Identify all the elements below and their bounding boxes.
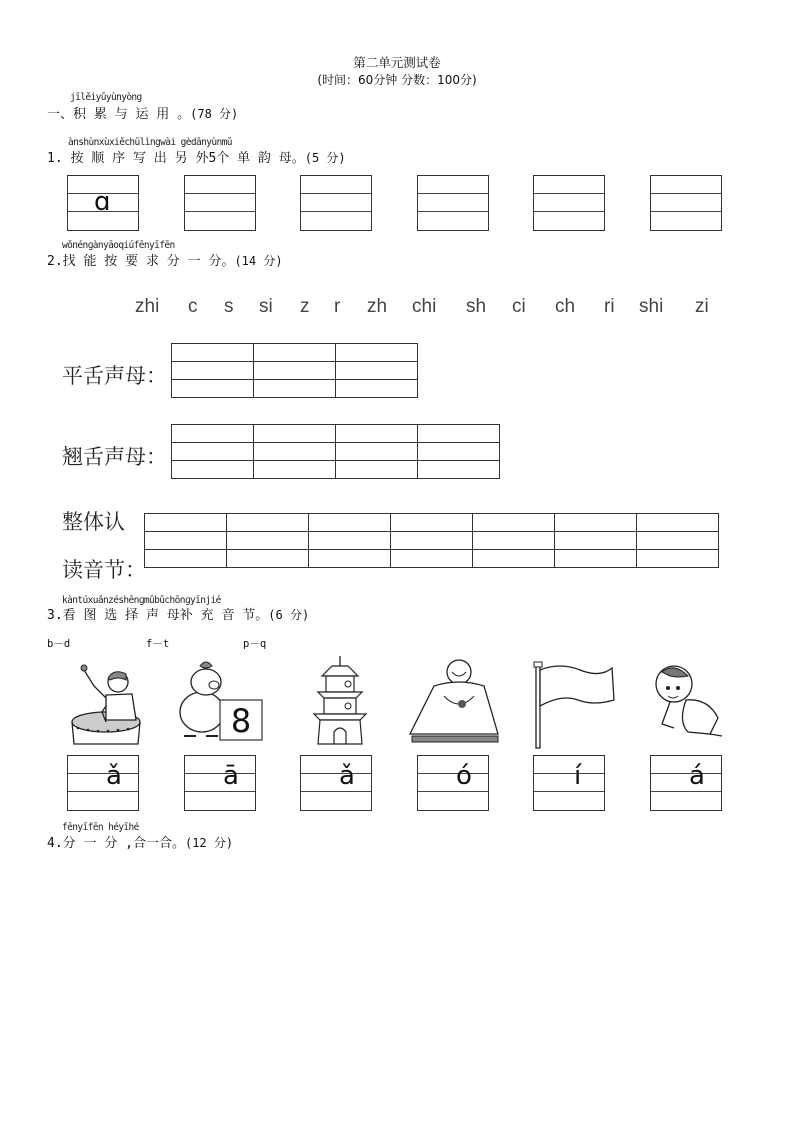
initial-item: ch <box>555 296 576 317</box>
initial-item: chi <box>412 296 437 317</box>
q4-label: 4.分 一 分 ,合一合。 <box>47 836 185 851</box>
guide-line <box>68 791 138 792</box>
initial-item: zh <box>367 296 388 317</box>
guide-line <box>68 773 138 774</box>
initial-item: si <box>259 296 273 317</box>
pig-number-text: 8 <box>230 702 252 740</box>
initial-item: ci <box>512 296 526 317</box>
q3-writing-box-4[interactable] <box>417 755 489 811</box>
guide-line <box>301 791 371 792</box>
q1-writing-box-3[interactable] <box>300 175 372 231</box>
q4-heading <box>47 832 233 851</box>
section1-score: (78 分) <box>190 107 239 121</box>
flag-icon <box>532 660 616 750</box>
q1-heading <box>47 147 346 166</box>
flat-tongue-label: 平舌声母： <box>62 364 167 388</box>
guide-line <box>651 791 721 792</box>
guide-line <box>185 211 255 212</box>
q3-pinyin: kàntúxuǎnzéshēnɡmǔbǔchōnɡyīnjié <box>62 595 221 606</box>
q3-box-glyph: ǎ <box>106 761 122 791</box>
boy-beating-drum-icon <box>66 660 146 748</box>
guide-line <box>185 193 255 194</box>
guide-line <box>418 773 488 774</box>
section1-heading <box>47 103 238 122</box>
guide-line <box>534 193 604 194</box>
initial-item: ri <box>604 296 615 317</box>
initial-item: s <box>224 296 234 317</box>
initial-item: z <box>300 296 310 317</box>
guide-line <box>534 791 604 792</box>
crawling-baby-icon <box>648 662 726 744</box>
q1-writing-box-5[interactable] <box>533 175 605 231</box>
initial-item: r <box>334 296 341 317</box>
q1-writing-box-1[interactable] <box>67 175 139 231</box>
guide-line <box>534 211 604 212</box>
q3-box-glyph: í <box>574 761 582 791</box>
q3-writing-box-5[interactable] <box>533 755 605 811</box>
guide-line <box>301 193 371 194</box>
q3-writing-box-1[interactable] <box>67 755 139 811</box>
q3-hint-f-t: f－t <box>146 638 170 650</box>
q2-score: (14 分) <box>234 254 283 268</box>
guide-line <box>651 211 721 212</box>
retroflex-label: 翘舌声母： <box>62 445 167 469</box>
q3-hint-b-d: b－d <box>47 638 71 650</box>
q3-box-glyph: á <box>689 761 705 791</box>
page-title: 第二单元测试卷 <box>353 55 441 70</box>
q2-heading <box>47 250 283 269</box>
q4-score: (12 分) <box>184 836 234 850</box>
q1-writing-box-2[interactable] <box>184 175 256 231</box>
q3-writing-box-6[interactable] <box>650 755 722 811</box>
q3-box-glyph: ó <box>456 761 472 791</box>
section1-label: 一、积 累 与 运 用 。 <box>47 107 191 122</box>
q2-label: 2.找 能 按 要 求 分 一 分。 <box>47 254 235 269</box>
whole-syllable-grid[interactable] <box>144 513 719 568</box>
q3-writing-box-3[interactable] <box>300 755 372 811</box>
guide-line <box>418 791 488 792</box>
retroflex-grid[interactable] <box>171 424 500 479</box>
guide-line <box>418 193 488 194</box>
pagoda-tower-icon <box>310 654 370 746</box>
initial-item: zhi <box>135 296 160 317</box>
q3-label: 3.看 图 选 择 声 母补 充 音 节。 <box>47 608 269 623</box>
q3-writing-box-2[interactable] <box>184 755 256 811</box>
whole-syllable-label-line1: 整体认 <box>62 510 125 534</box>
guide-line <box>301 773 371 774</box>
whole-syllable-label-line2: 读音节： <box>62 558 146 582</box>
q1-writing-box-4[interactable] <box>417 175 489 231</box>
q4-pinyin: fēnyīfēn héyīhé <box>62 822 139 833</box>
pig-with-number-eight-icon <box>172 660 264 742</box>
initial-item: zi <box>695 296 709 317</box>
initial-item: sh <box>466 296 487 317</box>
guide-line <box>301 211 371 212</box>
initial-item: shi <box>639 296 664 317</box>
q1-writing-box-6[interactable] <box>650 175 722 231</box>
q3-box-glyph: ā <box>223 761 239 791</box>
guide-line <box>418 211 488 212</box>
guide-line <box>185 773 255 774</box>
q1-score: (5 分) <box>304 151 346 165</box>
flat-tongue-grid[interactable] <box>171 343 418 398</box>
q3-box-glyph: ǎ <box>339 761 355 791</box>
guide-line <box>534 773 604 774</box>
q2-pinyin: wǒnénɡànyāoqiúfēnyīfēn <box>62 240 175 251</box>
laughing-buddha-statue-icon <box>404 656 504 746</box>
guide-line <box>651 773 721 774</box>
guide-line <box>651 193 721 194</box>
q3-heading <box>47 604 309 623</box>
page-subtitle: (时间：60分钟 分数：100分) <box>317 73 477 87</box>
section1-pinyin: jīlěiyǔyùnyòng <box>70 92 142 103</box>
q3-score: (6 分) <box>268 608 310 622</box>
q3-hint-p-q: p－q <box>243 638 267 650</box>
guide-line <box>185 791 255 792</box>
q2-initials-list <box>120 296 740 324</box>
q1-label: 1. 按 顺 序 写 出 另 外5个 单 韵 母。 <box>47 151 305 166</box>
q1-box-glyph: ɑ <box>94 187 111 217</box>
initial-item: c <box>188 296 198 317</box>
q1-pinyin: ànshùnxùxiěchūlìngwài gèdānyùnmǔ <box>68 137 232 148</box>
